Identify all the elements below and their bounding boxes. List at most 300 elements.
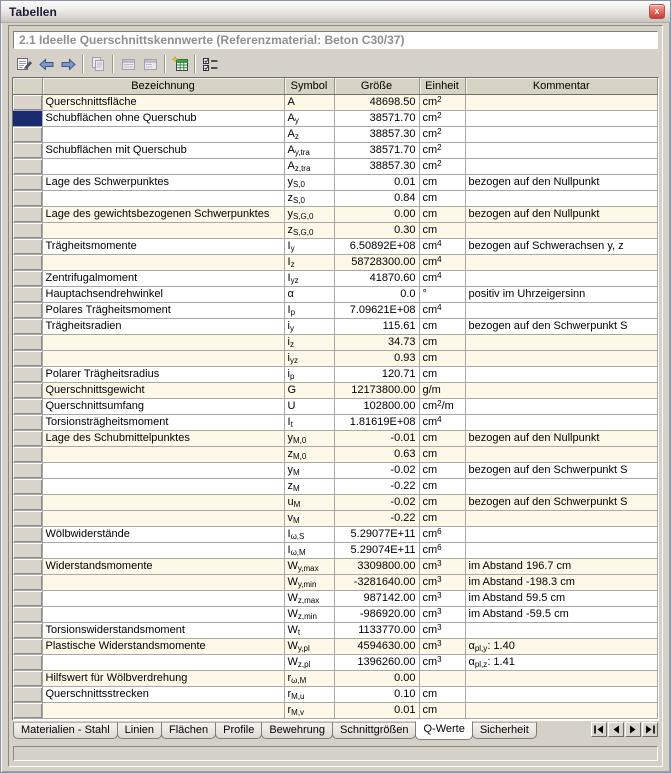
unit-cell[interactable]: cm (419, 174, 465, 190)
symbol-cell[interactable]: $y_{S,G,0}$ (284, 206, 334, 222)
unit-cell[interactable] (419, 670, 465, 686)
unit-cell[interactable]: cm (419, 334, 465, 350)
unit-cell[interactable]: $cm^3$ (419, 606, 465, 622)
unit-cell[interactable]: ° (419, 286, 465, 302)
table-container (12, 77, 659, 721)
symbol-cell[interactable]: $r_{M,u}$ (284, 686, 334, 702)
table-row (13, 366, 658, 382)
table-row (13, 238, 658, 254)
table-row (13, 510, 658, 526)
row-selector[interactable] (13, 590, 42, 606)
tab-profile[interactable]: Profile (215, 722, 262, 739)
table-row (13, 606, 658, 622)
row-selector[interactable] (13, 622, 42, 638)
tab-strip (12, 721, 659, 742)
tab-schnittgrößen[interactable]: Schnittgrößen (332, 722, 416, 739)
comment-cell[interactable] (465, 414, 658, 430)
first-tab-icon[interactable] (591, 722, 607, 737)
row-selector[interactable] (13, 158, 42, 174)
comment-cell[interactable]: bezogen auf den Nullpunkt (465, 430, 658, 446)
unit-cell[interactable]: cm (419, 494, 465, 510)
table-row (13, 558, 658, 574)
comment-cell[interactable] (465, 126, 658, 142)
close-icon[interactable]: x (649, 4, 665, 19)
comment-cell[interactable]: bezogen auf den Schwerpunkt S (465, 318, 658, 334)
unit-cell[interactable]: cm (419, 206, 465, 222)
value-cell[interactable]: -0.02 (334, 494, 419, 510)
unit-cell[interactable]: $cm^3$ (419, 638, 465, 654)
value-cell[interactable]: 38857.30 (334, 158, 419, 174)
symbol-cell[interactable]: $r_{\omega,M}$ (284, 670, 334, 686)
comment-cell[interactable] (465, 510, 658, 526)
bezeichnung-cell[interactable] (42, 574, 284, 590)
unit-cell[interactable]: cm (419, 318, 465, 334)
value-cell[interactable]: 102800.00 (334, 398, 419, 414)
table-row (13, 190, 658, 206)
symbol-cell[interactable]: $A_z$ (284, 126, 334, 142)
copy-icon[interactable] (87, 53, 109, 75)
unit-cell[interactable]: $cm^6$ (419, 542, 465, 558)
bezeichnung-cell[interactable] (42, 190, 284, 206)
value-cell[interactable]: 38857.30 (334, 126, 419, 142)
value-cell[interactable]: 5.29077E+11 (334, 526, 419, 542)
row-selector[interactable] (13, 190, 42, 206)
comment-cell[interactable] (465, 302, 658, 318)
comment-cell[interactable] (465, 702, 658, 718)
value-cell[interactable]: 0.00 (334, 670, 419, 686)
bezeichnung-cell[interactable]: Lage des Schwerpunktes (42, 174, 284, 190)
row-selector[interactable] (13, 686, 42, 702)
comment-cell[interactable] (465, 366, 658, 382)
table-row (13, 686, 658, 702)
comment-cell[interactable] (465, 446, 658, 462)
unit-cell[interactable]: $cm^4$ (419, 302, 465, 318)
bezeichnung-cell[interactable]: Querschnittsstrecken (42, 686, 284, 702)
comment-cell[interactable] (465, 142, 658, 158)
bezeichnung-cell[interactable]: Lage des Schubmittelpunktes (42, 430, 284, 446)
unit-cell[interactable]: $cm^2/m$ (419, 398, 465, 414)
tab-navigation (590, 722, 658, 737)
symbol-cell[interactable]: $v_M$ (284, 510, 334, 526)
value-cell[interactable]: -0.22 (334, 510, 419, 526)
table-row (13, 398, 658, 414)
symbol-cell[interactable]: $I_p$ (284, 302, 334, 318)
unit-cell[interactable]: $cm^2$ (419, 142, 465, 158)
table-row (13, 478, 658, 494)
row-selector[interactable] (13, 462, 42, 478)
table-row (13, 446, 658, 462)
row-selector-selected[interactable] (13, 110, 42, 126)
symbol-cell[interactable]: α (284, 286, 334, 302)
row-selector[interactable] (13, 526, 42, 542)
table-row (13, 414, 658, 430)
comment-cell[interactable]: $\alpha_{pl,y}$: 1.40 (465, 638, 658, 654)
row-selector[interactable] (13, 94, 42, 110)
table-row (13, 158, 658, 174)
table-row (13, 542, 658, 558)
comment-cell[interactable] (465, 670, 658, 686)
delete-row-icon[interactable] (139, 53, 161, 75)
table-row (13, 622, 658, 638)
comment-cell[interactable] (465, 110, 658, 126)
symbol-cell[interactable]: $I_{yz}$ (284, 270, 334, 286)
tab-bewehrung[interactable]: Bewehrung (261, 722, 333, 739)
comment-cell[interactable] (465, 622, 658, 638)
tab-flächen[interactable]: Flächen (161, 722, 216, 739)
symbol-cell[interactable]: $r_{M,v}$ (284, 702, 334, 718)
value-cell[interactable]: -3281640.00 (334, 574, 419, 590)
bezeichnung-cell[interactable] (42, 222, 284, 238)
value-cell[interactable]: 38571.70 (334, 142, 419, 158)
symbol-cell[interactable]: $W_{y,min}$ (284, 574, 334, 590)
prev-tab-icon[interactable] (608, 722, 624, 737)
unit-cell[interactable]: cm (419, 350, 465, 366)
row-selector[interactable] (13, 350, 42, 366)
row-selector[interactable] (13, 606, 42, 622)
symbol-cell[interactable]: $i_{yz}$ (284, 350, 334, 366)
symbol-cell[interactable]: A (284, 94, 334, 110)
value-cell[interactable]: 5.29074E+11 (334, 542, 419, 558)
value-cell[interactable]: 0.01 (334, 702, 419, 718)
table-body (13, 94, 658, 718)
back-arrow-icon[interactable] (35, 53, 57, 75)
bezeichnung-cell[interactable] (42, 350, 284, 366)
comment-cell[interactable]: im Abstand 196.7 cm (465, 558, 658, 574)
value-cell[interactable]: 3309800.00 (334, 558, 419, 574)
comment-cell[interactable] (465, 158, 658, 174)
comment-cell[interactable] (465, 270, 658, 286)
value-cell[interactable]: 38571.70 (334, 110, 419, 126)
symbol-cell[interactable]: U (284, 398, 334, 414)
bezeichnung-cell[interactable] (42, 478, 284, 494)
client-area (8, 25, 663, 767)
row-selector[interactable] (13, 574, 42, 590)
row-selector[interactable] (13, 478, 42, 494)
value-cell[interactable]: 12173800.00 (334, 382, 419, 398)
symbol-cell[interactable]: $i_p$ (284, 366, 334, 382)
bezeichnung-cell[interactable]: Polares Trägheitsmoment (42, 302, 284, 318)
tab-q-werte[interactable]: Q-Werte (415, 721, 472, 740)
symbol-cell[interactable]: $I_y$ (284, 238, 334, 254)
symbol-cell[interactable]: $z_{S,G,0}$ (284, 222, 334, 238)
bezeichnung-cell[interactable]: Querschnittsgewicht (42, 382, 284, 398)
status-bar (13, 746, 658, 761)
row-selector[interactable] (13, 222, 42, 238)
value-cell[interactable]: -0.22 (334, 478, 419, 494)
value-cell[interactable]: 0.84 (334, 190, 419, 206)
row-selector[interactable] (13, 238, 42, 254)
unit-cell[interactable]: $cm^2$ (419, 110, 465, 126)
unit-cell[interactable]: cm (419, 446, 465, 462)
unit-cell[interactable]: $cm^4$ (419, 414, 465, 430)
unit-cell[interactable]: g/m (419, 382, 465, 398)
row-selector[interactable] (13, 206, 42, 222)
row-selector[interactable] (13, 446, 42, 462)
bezeichnung-cell[interactable]: Lage des gewichtsbezogenen Schwerpunktes (42, 206, 284, 222)
symbol-cell[interactable]: $W_{z,min}$ (284, 606, 334, 622)
symbol-cell[interactable]: $W_{z,pl}$ (284, 654, 334, 670)
row-selector[interactable] (13, 702, 42, 718)
value-cell[interactable]: 1133770.00 (334, 622, 419, 638)
row-selector[interactable] (13, 382, 42, 398)
bezeichnung-cell[interactable] (42, 462, 284, 478)
comment-cell[interactable]: bezogen auf den Nullpunkt (465, 206, 658, 222)
value-cell[interactable]: 987142.00 (334, 590, 419, 606)
value-cell[interactable]: 0.30 (334, 222, 419, 238)
row-selector[interactable] (13, 142, 42, 158)
toolbar-separator (164, 55, 166, 73)
comment-cell[interactable] (465, 350, 658, 366)
comment-cell[interactable] (465, 526, 658, 542)
symbol-cell[interactable]: $A_{z,tra}$ (284, 158, 334, 174)
value-cell[interactable]: 4594630.00 (334, 638, 419, 654)
bezeichnung-cell[interactable] (42, 494, 284, 510)
row-selector[interactable] (13, 334, 42, 350)
table-row (13, 174, 658, 190)
row-selector[interactable] (13, 254, 42, 270)
bezeichnung-cell[interactable]: Schubflächen mit Querschub (42, 142, 284, 158)
value-cell[interactable]: 120.71 (334, 366, 419, 382)
properties-icon[interactable] (13, 53, 35, 75)
column-header: Kommentar (465, 78, 658, 94)
symbol-cell[interactable]: $z_{S,0}$ (284, 190, 334, 206)
value-cell[interactable]: -986920.00 (334, 606, 419, 622)
value-cell[interactable]: 58728300.00 (334, 254, 419, 270)
bezeichnung-cell[interactable] (42, 590, 284, 606)
value-cell[interactable]: 0.00 (334, 206, 419, 222)
symbol-cell[interactable]: G (284, 382, 334, 398)
comment-cell[interactable] (465, 382, 658, 398)
symbol-cell[interactable]: $W_{z,max}$ (284, 590, 334, 606)
row-selector[interactable] (13, 430, 42, 446)
value-cell[interactable]: 7.09621E+08 (334, 302, 419, 318)
next-tab-icon[interactable] (625, 722, 641, 737)
unit-cell[interactable]: $cm^4$ (419, 270, 465, 286)
table-row (13, 526, 658, 542)
row-selector[interactable] (13, 366, 42, 382)
table-row (13, 222, 658, 238)
paste-row-icon[interactable] (117, 53, 139, 75)
table-row (13, 638, 658, 654)
bezeichnung-cell[interactable] (42, 158, 284, 174)
value-cell[interactable]: 1396260.00 (334, 654, 419, 670)
value-cell[interactable]: -0.01 (334, 430, 419, 446)
symbol-cell[interactable]: $i_z$ (284, 334, 334, 350)
row-selector[interactable] (13, 318, 42, 334)
symbol-cell[interactable]: $z_M$ (284, 478, 334, 494)
row-selector[interactable] (13, 542, 42, 558)
toolbar-separator (194, 55, 196, 73)
comment-cell[interactable] (465, 334, 658, 350)
bezeichnung-cell[interactable] (42, 446, 284, 462)
table-row (13, 318, 658, 334)
comment-cell[interactable] (465, 478, 658, 494)
bezeichnung-cell[interactable]: Torsionsträgheitsmoment (42, 414, 284, 430)
bezeichnung-cell[interactable]: Widerstandsmomente (42, 558, 284, 574)
comment-cell[interactable] (465, 542, 658, 558)
comment-cell[interactable]: positiv im Uhrzeigersinn (465, 286, 658, 302)
comment-cell[interactable] (465, 190, 658, 206)
unit-cell[interactable]: $cm^3$ (419, 558, 465, 574)
table-row (13, 206, 658, 222)
bezeichnung-cell[interactable]: Plastische Widerstandsmomente (42, 638, 284, 654)
unit-cell[interactable]: cm (419, 190, 465, 206)
unit-cell[interactable]: $cm^4$ (419, 254, 465, 270)
value-cell[interactable]: 0.10 (334, 686, 419, 702)
bezeichnung-cell[interactable] (42, 654, 284, 670)
table-row (13, 430, 658, 446)
symbol-cell[interactable]: $W_{y,pl}$ (284, 638, 334, 654)
comment-cell[interactable]: bezogen auf Schwerachsen y, z (465, 238, 658, 254)
table-row (13, 142, 658, 158)
excel-export-icon[interactable] (169, 53, 191, 75)
filter-checklist-icon[interactable] (199, 53, 221, 75)
comment-cell[interactable]: bezogen auf den Schwerpunkt S (465, 494, 658, 510)
comment-cell[interactable]: $\alpha_{pl,z}$: 1.41 (465, 654, 658, 670)
bezeichnung-cell[interactable]: Trägheitsmomente (42, 238, 284, 254)
unit-cell[interactable]: $cm^3$ (419, 590, 465, 606)
unit-cell[interactable]: $cm^3$ (419, 622, 465, 638)
forward-arrow-icon[interactable] (57, 53, 79, 75)
unit-cell[interactable]: $cm^3$ (419, 654, 465, 670)
comment-cell[interactable]: im Abstand -198.3 cm (465, 574, 658, 590)
symbol-cell[interactable]: $A_{y,tra}$ (284, 142, 334, 158)
unit-cell[interactable]: cm (419, 462, 465, 478)
value-cell[interactable]: 34.73 (334, 334, 419, 350)
value-cell[interactable]: 0.93 (334, 350, 419, 366)
bezeichnung-cell[interactable]: Querschnittsfläche (42, 94, 284, 110)
bezeichnung-cell[interactable] (42, 334, 284, 350)
value-cell[interactable]: 41870.60 (334, 270, 419, 286)
unit-cell[interactable]: cm (419, 366, 465, 382)
row-selector[interactable] (13, 286, 42, 302)
value-cell[interactable]: 6.50892E+08 (334, 238, 419, 254)
row-selector[interactable] (13, 414, 42, 430)
table-row (13, 462, 658, 478)
comment-cell[interactable] (465, 222, 658, 238)
symbol-cell[interactable]: $I_{\omega,S}$ (284, 526, 334, 542)
symbol-cell[interactable]: $u_M$ (284, 494, 334, 510)
bezeichnung-cell[interactable] (42, 254, 284, 270)
symbol-cell[interactable]: $W_{y,max}$ (284, 558, 334, 574)
unit-cell[interactable]: $cm^2$ (419, 158, 465, 174)
row-selector[interactable] (13, 558, 42, 574)
comment-cell[interactable] (465, 254, 658, 270)
value-cell[interactable]: 115.61 (334, 318, 419, 334)
bezeichnung-cell[interactable]: Hilfswert für Wölbverdrehung (42, 670, 284, 686)
table-row (13, 126, 658, 142)
bezeichnung-cell[interactable] (42, 542, 284, 558)
value-cell[interactable]: 0.01 (334, 174, 419, 190)
comment-cell[interactable]: bezogen auf den Nullpunkt (465, 174, 658, 190)
unit-cell[interactable]: cm (419, 430, 465, 446)
table-row (13, 254, 658, 270)
last-tab-icon[interactable] (642, 722, 658, 737)
table-row (13, 702, 658, 718)
bezeichnung-cell[interactable]: Polarer Trägheitsradius (42, 366, 284, 382)
table-row (13, 590, 658, 606)
table-row (13, 270, 658, 286)
bezeichnung-cell[interactable]: Wölbwiderstände (42, 526, 284, 542)
unit-cell[interactable]: cm (419, 478, 465, 494)
row-selector[interactable] (13, 126, 42, 142)
value-cell[interactable]: 0.0 (334, 286, 419, 302)
tab-materialien-stahl[interactable]: Materialien - Stahl (13, 722, 118, 739)
symbol-cell[interactable]: $y_{M,0}$ (284, 430, 334, 446)
unit-cell[interactable]: $cm^2$ (419, 126, 465, 142)
window-title: Tabellen (9, 4, 57, 19)
row-selector[interactable] (13, 494, 42, 510)
comment-cell[interactable] (465, 94, 658, 110)
symbol-cell[interactable]: $I_z$ (284, 254, 334, 270)
row-selector[interactable] (13, 638, 42, 654)
symbol-cell[interactable]: $I_{\omega,M}$ (284, 542, 334, 558)
symbol-cell[interactable]: $I_t$ (284, 414, 334, 430)
table-row (13, 350, 658, 366)
comment-cell[interactable] (465, 398, 658, 414)
row-selector[interactable] (13, 270, 42, 286)
symbol-cell[interactable]: $i_y$ (284, 318, 334, 334)
unit-cell[interactable]: $cm^2$ (419, 94, 465, 110)
bezeichnung-cell[interactable] (42, 126, 284, 142)
symbol-cell[interactable]: $W_t$ (284, 622, 334, 638)
value-cell[interactable]: 48698.50 (334, 94, 419, 110)
unit-cell[interactable]: $cm^4$ (419, 238, 465, 254)
table-row (13, 382, 658, 398)
bezeichnung-cell[interactable]: Zentrifugalmoment (42, 270, 284, 286)
tab-sicherheit[interactable]: Sicherheit (472, 722, 537, 739)
row-selector[interactable] (13, 654, 42, 670)
comment-cell[interactable]: bezogen auf den Schwerpunkt S (465, 462, 658, 478)
table-row (13, 670, 658, 686)
table-row (13, 494, 658, 510)
value-cell[interactable]: -0.02 (334, 462, 419, 478)
tab-linien[interactable]: Linien (117, 722, 162, 739)
row-selector[interactable] (13, 174, 42, 190)
value-cell[interactable]: 1.81619E+08 (334, 414, 419, 430)
unit-cell[interactable]: cm (419, 702, 465, 718)
bezeichnung-cell[interactable]: Trägheitsradien (42, 318, 284, 334)
row-selector[interactable] (13, 398, 42, 414)
row-selector[interactable] (13, 510, 42, 526)
bezeichnung-cell[interactable] (42, 702, 284, 718)
row-selector[interactable] (13, 670, 42, 686)
unit-cell[interactable]: cm (419, 222, 465, 238)
column-header: Einheit (419, 78, 465, 94)
column-header: Größe (334, 78, 419, 94)
value-cell[interactable]: 0.63 (334, 446, 419, 462)
bezeichnung-cell[interactable] (42, 510, 284, 526)
table-row (13, 574, 658, 590)
bezeichnung-cell[interactable]: Querschnittsumfang (42, 398, 284, 414)
symbol-cell[interactable]: $A_y$ (284, 110, 334, 126)
bezeichnung-cell[interactable]: Hauptachsendrehwinkel (42, 286, 284, 302)
unit-cell[interactable]: $cm^6$ (419, 526, 465, 542)
unit-cell[interactable]: $cm^3$ (419, 574, 465, 590)
symbol-cell[interactable]: $y_{S,0}$ (284, 174, 334, 190)
comment-cell[interactable] (465, 686, 658, 702)
bezeichnung-cell[interactable]: Schubflächen ohne Querschub (42, 110, 284, 126)
symbol-cell[interactable]: $z_{M,0}$ (284, 446, 334, 462)
unit-cell[interactable]: cm (419, 510, 465, 526)
symbol-cell[interactable]: $y_M$ (284, 462, 334, 478)
bezeichnung-cell[interactable] (42, 606, 284, 622)
row-selector[interactable] (13, 302, 42, 318)
comment-cell[interactable]: im Abstand -59.5 cm (465, 606, 658, 622)
bezeichnung-cell[interactable]: Torsionswiderstandsmoment (42, 622, 284, 638)
unit-cell[interactable]: cm (419, 686, 465, 702)
comment-cell[interactable]: im Abstand 59.5 cm (465, 590, 658, 606)
